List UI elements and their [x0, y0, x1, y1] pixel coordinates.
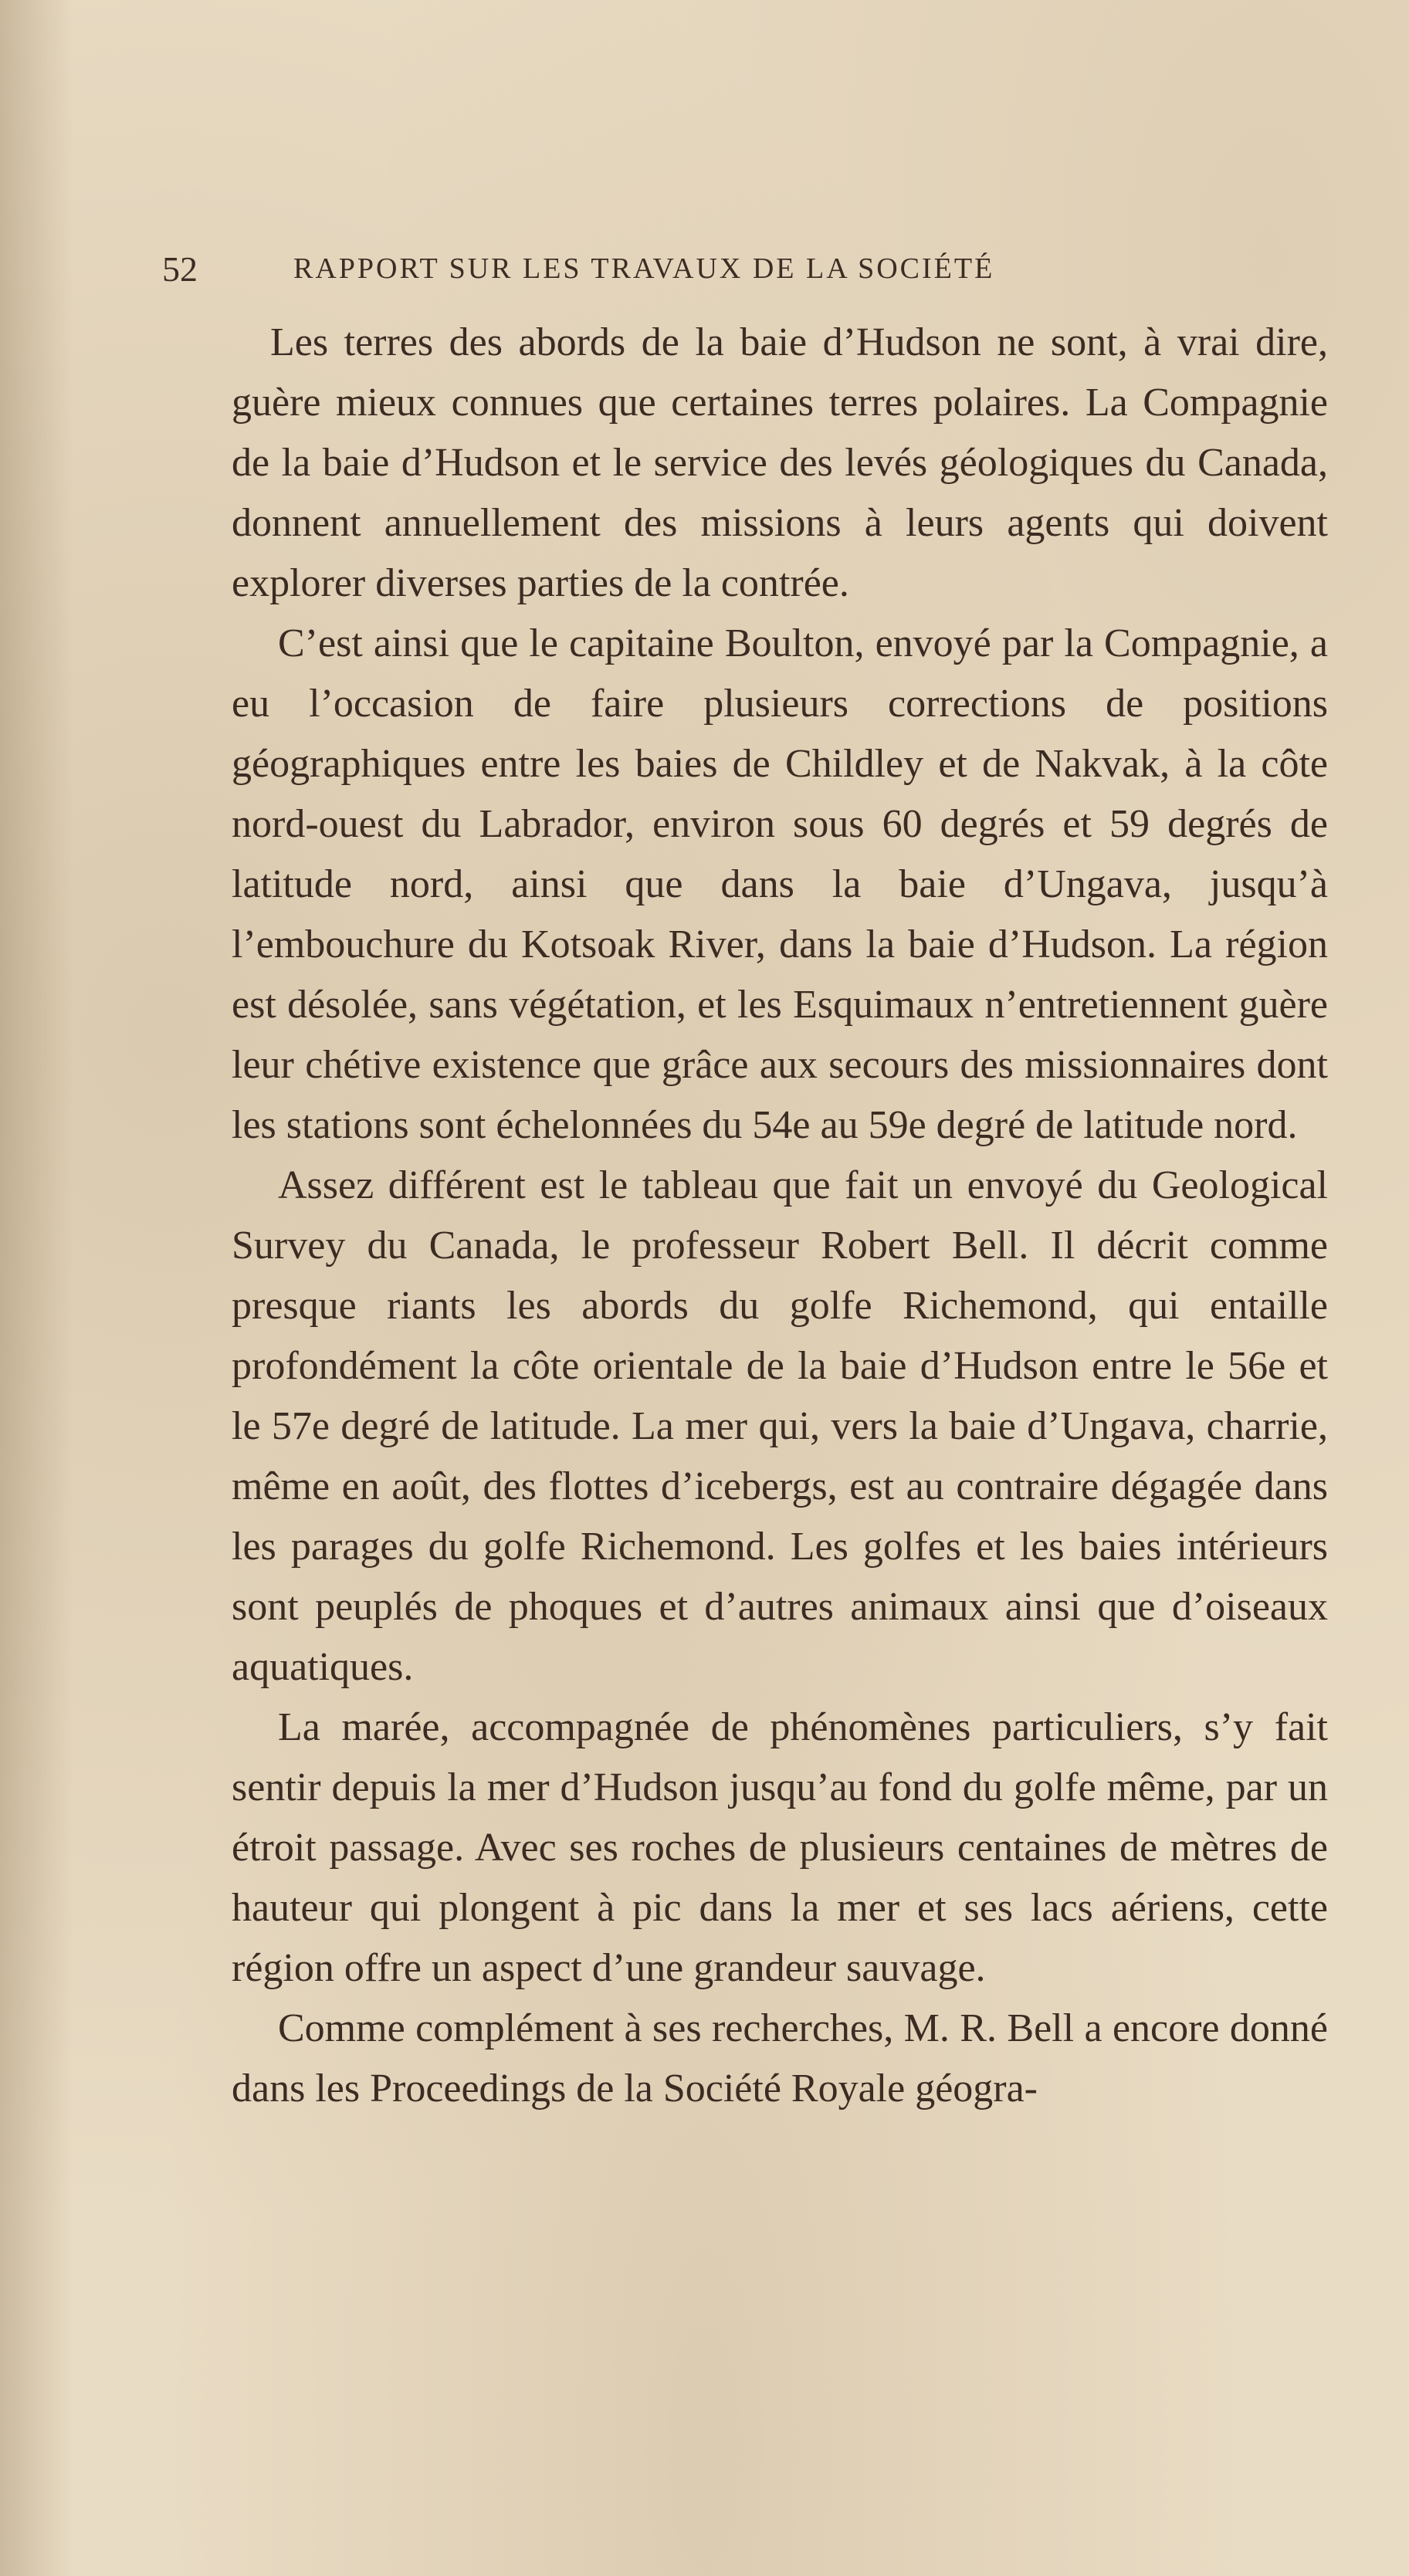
page-header [162, 249, 1251, 295]
paragraph: C’est ainsi que le capitaine Boulton, envoyé par la Compagnie, a eu l’occasion de faire plusieurs corrections de positions géographiques entre les baies de Childley et de Nakvak, à la côte nord-ouest du Labrador, environ sous 60 degrés et 59 degrés de latitude nord, ainsi que dans la baie d’Ungava, jusqu’à l’embouchure du Kotsoak River, dans la baie d’Hudson. La région est désolée, sans végétation, et les Esquimaux n’entretiennent guère leur chétive existence que grâce aux secours des missionnaires dont les stations sont échelonnées du 54e au 59e degré de latitude nord. [232, 621, 1328, 1147]
page-gutter-shadow [0, 0, 73, 2576]
paragraph: Les terres des abords de la baie d’Hudson ne sont, à vrai dire, guère mieux connues que certaines terres polaires. La Compagnie de la baie d’Hudson et le service des levés géologiques du Canada, donnent annuellement des missions à leurs agents qui doivent explorer diverses parties de la contrée. [232, 320, 1328, 605]
paragraph: Assez différent est le tableau que fait un envoyé du Geological Survey du Canada, le professeur Robert Bell. Il décrit comme presque riants les abords du golfe Richemond, qui entaille profondément la côte orientale de la baie d’Hudson entre le 56e et le 57e degré de latitude. La mer qui, vers la baie d’Ungava, charrie, même en août, des flottes d’icebergs, est au contraire dégagée dans les parages du golfe Richemond. Les golfes et les baies intérieurs sont peuplés de phoques et d’autres animaux ainsi que d’oiseaux aquatiques. [232, 1163, 1328, 1689]
page-number: 52 [162, 249, 198, 289]
paragraph: La marée, accompagnée de phénomènes particuliers, s’y fait sentir depuis la mer d’Hudson jusqu’au fond du golfe même, par un étroit passage. Avec ses roches de plusieurs centaines de mètres de hauteur qui plongent à pic dans la mer et ses lacs aériens, cette région offre un aspect d’une grandeur sauvage. [232, 1705, 1328, 1990]
paragraph: Comme complément à ses recherches, M. R. Bell a encore donné dans les Proceedings de la Société Royale géogra- [232, 2006, 1328, 2111]
body-text [232, 313, 1328, 2119]
running-title: RAPPORT SUR LES TRAVAUX DE LA SOCIÉTÉ [293, 252, 995, 285]
